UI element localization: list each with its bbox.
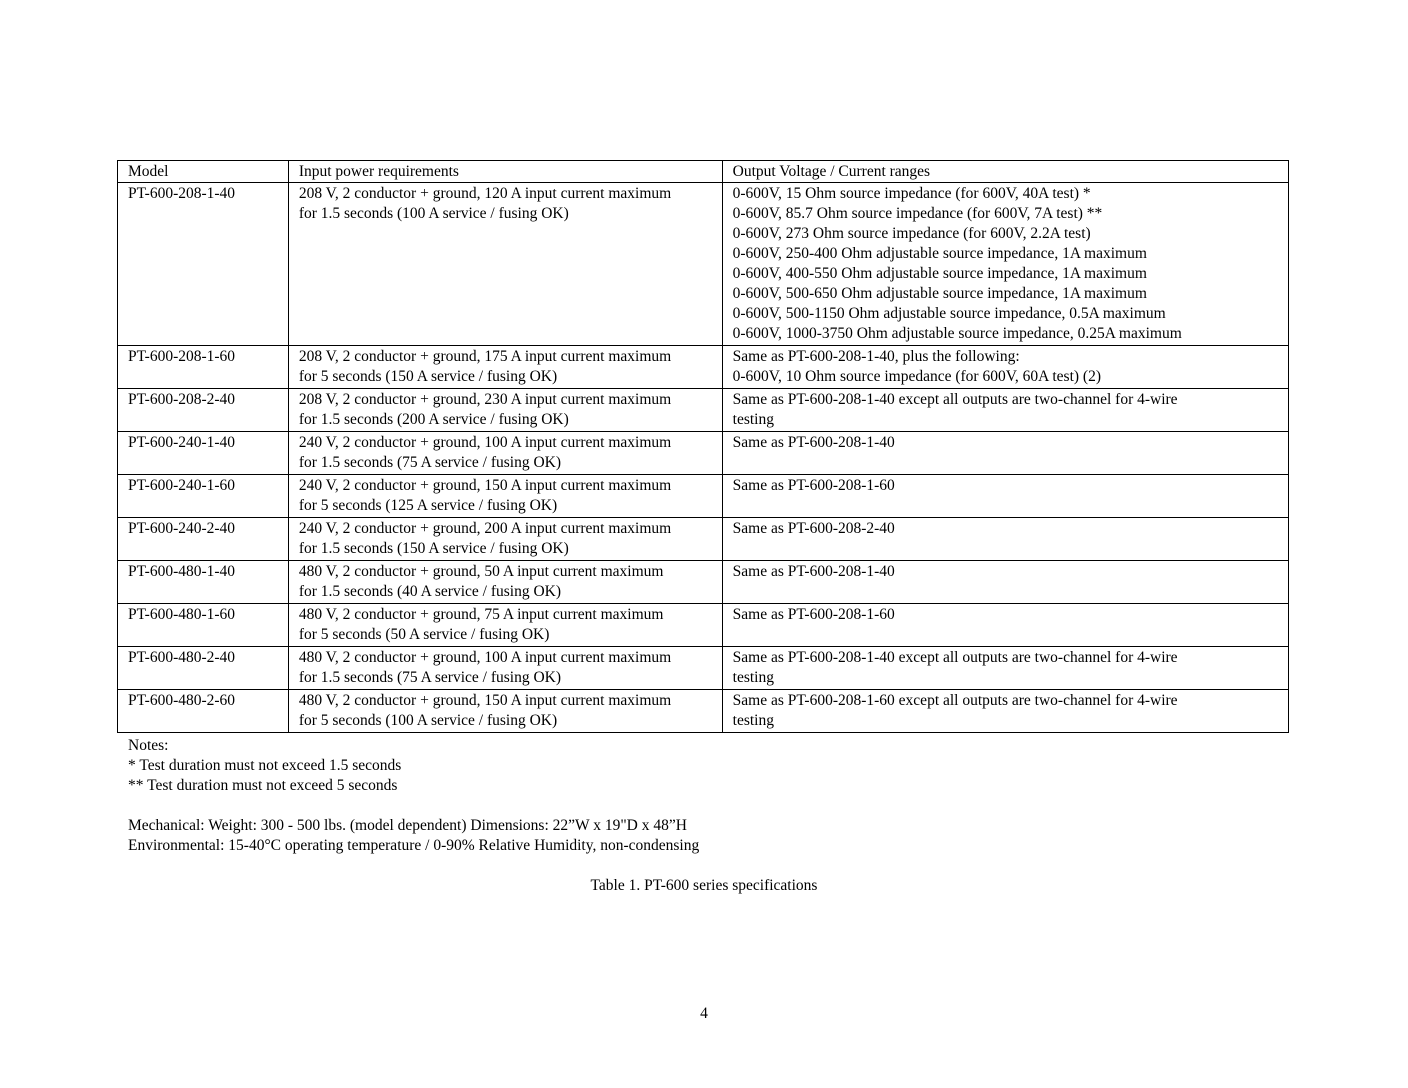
input-power-line: 240 V, 2 conductor + ground, 100 A input current maximum xyxy=(298,434,672,451)
table-row xyxy=(118,346,1289,389)
model-cell xyxy=(118,604,289,647)
output-range-cell xyxy=(722,475,1288,518)
output-range-line: Same as PT-600-208-1-40 xyxy=(732,563,895,580)
header-output-ranges: Output Voltage / Current ranges xyxy=(722,161,1288,183)
table-row xyxy=(118,475,1289,518)
output-range-cell xyxy=(722,346,1288,389)
input-power-line: for 5 seconds (150 A service / fusing OK) xyxy=(298,368,558,385)
model-name: PT-600-480-2-40 xyxy=(128,649,236,666)
output-range-cell xyxy=(722,389,1288,432)
output-range-line: Same as PT-600-208-1-40 xyxy=(732,434,895,451)
model-name: PT-600-480-2-60 xyxy=(128,692,236,709)
model-cell xyxy=(118,561,289,604)
output-range-cell xyxy=(722,432,1288,475)
input-power-line: for 1.5 seconds (75 A service / fusing OK) xyxy=(298,454,561,471)
model-name: PT-600-240-1-40 xyxy=(128,434,236,451)
input-power-line: 480 V, 2 conductor + ground, 50 A input current maximum xyxy=(298,563,664,580)
output-range-line: Same as PT-600-208-1-40 except all outputs are two-channel for 4-wire xyxy=(732,649,1178,666)
table-row xyxy=(118,690,1289,733)
notes-heading: Notes: xyxy=(128,737,169,754)
model-name: PT-600-240-2-40 xyxy=(128,520,236,537)
table-row xyxy=(118,604,1289,647)
output-range-cell xyxy=(722,518,1288,561)
input-power-line: 480 V, 2 conductor + ground, 100 A input current maximum xyxy=(298,649,672,666)
header-model: Model xyxy=(118,161,289,183)
input-power-cell xyxy=(288,647,722,690)
output-range-line: 0-600V, 500-650 Ohm adjustable source impedance, 1A maximum xyxy=(732,285,1147,302)
model-cell xyxy=(118,690,289,733)
mechanical-spec: Mechanical: Weight: 300 - 500 lbs. (model dependent) Dimensions: 22”W x 19"D x 48”H xyxy=(128,817,687,834)
output-range-cell xyxy=(722,183,1288,346)
input-power-cell xyxy=(288,690,722,733)
input-power-line: for 5 seconds (100 A service / fusing OK) xyxy=(298,712,558,729)
table-row xyxy=(118,518,1289,561)
model-name: PT-600-480-1-60 xyxy=(128,606,236,623)
output-range-line: Same as PT-600-208-1-60 except all outputs are two-channel for 4-wire xyxy=(732,692,1178,709)
input-power-line: 208 V, 2 conductor + ground, 175 A input current maximum xyxy=(298,348,672,365)
input-power-cell xyxy=(288,604,722,647)
table-row xyxy=(118,647,1289,690)
output-range-line: Same as PT-600-208-1-60 xyxy=(732,477,895,494)
input-power-line: for 1.5 seconds (150 A service / fusing OK) xyxy=(298,540,569,557)
output-range-cell xyxy=(722,561,1288,604)
output-range-cell xyxy=(722,690,1288,733)
output-range-line: 0-600V, 85.7 Ohm source impedance (for 600V, 7A test) ** xyxy=(732,205,1103,222)
specifications-table xyxy=(117,160,1289,733)
output-range-cell xyxy=(722,604,1288,647)
input-power-cell xyxy=(288,475,722,518)
model-cell xyxy=(118,475,289,518)
input-power-line: 240 V, 2 conductor + ground, 200 A input current maximum xyxy=(298,520,672,537)
model-cell xyxy=(118,432,289,475)
table-row xyxy=(118,561,1289,604)
output-range-line: Same as PT-600-208-2-40 xyxy=(732,520,895,537)
input-power-line: 240 V, 2 conductor + ground, 150 A input current maximum xyxy=(298,477,672,494)
output-range-line: 0-600V, 15 Ohm source impedance (for 600V, 40A test) * xyxy=(732,185,1091,202)
output-range-line: 0-600V, 1000-3750 Ohm adjustable source impedance, 0.25A maximum xyxy=(732,325,1182,342)
model-cell xyxy=(118,346,289,389)
note-item: * Test duration must not exceed 1.5 seconds xyxy=(128,757,402,774)
model-name: PT-600-208-1-60 xyxy=(128,348,236,365)
output-range-line: Same as PT-600-208-1-40, plus the following: xyxy=(732,348,1020,365)
table-body xyxy=(118,183,1289,733)
output-range-line: testing xyxy=(732,712,774,729)
input-power-cell xyxy=(288,561,722,604)
input-power-line: 208 V, 2 conductor + ground, 230 A input current maximum xyxy=(298,391,672,408)
table-header-row xyxy=(118,161,1289,183)
model-cell xyxy=(118,389,289,432)
model-cell xyxy=(118,183,289,346)
page-number: 4 xyxy=(700,1005,708,1022)
input-power-line: 480 V, 2 conductor + ground, 150 A input current maximum xyxy=(298,692,672,709)
model-name: PT-600-208-1-40 xyxy=(128,185,236,202)
output-range-line: testing xyxy=(732,411,774,428)
output-range-line: Same as PT-600-208-1-40 except all outputs are two-channel for 4-wire xyxy=(732,391,1178,408)
input-power-line: 208 V, 2 conductor + ground, 120 A input current maximum xyxy=(298,185,672,202)
input-power-line: 480 V, 2 conductor + ground, 75 A input current maximum xyxy=(298,606,664,623)
input-power-line: for 1.5 seconds (100 A service / fusing OK) xyxy=(298,205,569,222)
input-power-line: for 5 seconds (50 A service / fusing OK) xyxy=(298,626,550,643)
input-power-cell xyxy=(288,346,722,389)
output-range-line: testing xyxy=(732,669,774,686)
input-power-cell xyxy=(288,183,722,346)
output-range-line: 0-600V, 500-1150 Ohm adjustable source impedance, 0.5A maximum xyxy=(732,305,1166,322)
input-power-line: for 1.5 seconds (40 A service / fusing OK) xyxy=(298,583,561,600)
input-power-cell xyxy=(288,518,722,561)
model-name: PT-600-240-1-60 xyxy=(128,477,236,494)
output-range-cell xyxy=(722,647,1288,690)
output-range-line: 0-600V, 10 Ohm source impedance (for 600V, 60A test) (2) xyxy=(732,368,1101,385)
table-caption: Table 1. PT-600 series specifications xyxy=(590,877,818,894)
table-row xyxy=(118,432,1289,475)
header-input-power: Input power requirements xyxy=(288,161,722,183)
model-name: PT-600-208-2-40 xyxy=(128,391,236,408)
model-cell xyxy=(118,647,289,690)
input-power-line: for 5 seconds (125 A service / fusing OK) xyxy=(298,497,558,514)
output-range-line: 0-600V, 273 Ohm source impedance (for 600V, 2.2A test) xyxy=(732,225,1091,242)
table-row xyxy=(118,389,1289,432)
note-item: ** Test duration must not exceed 5 seconds xyxy=(128,777,398,794)
output-range-line: Same as PT-600-208-1-60 xyxy=(732,606,895,623)
input-power-cell xyxy=(288,432,722,475)
notes-section xyxy=(128,736,699,856)
input-power-line: for 1.5 seconds (75 A service / fusing OK) xyxy=(298,669,561,686)
input-power-cell xyxy=(288,389,722,432)
input-power-line: for 1.5 seconds (200 A service / fusing OK) xyxy=(298,411,569,428)
model-cell xyxy=(118,518,289,561)
output-range-line: 0-600V, 400-550 Ohm adjustable source impedance, 1A maximum xyxy=(732,265,1147,282)
output-range-line: 0-600V, 250-400 Ohm adjustable source impedance, 1A maximum xyxy=(732,245,1147,262)
model-name: PT-600-480-1-40 xyxy=(128,563,236,580)
table-row xyxy=(118,183,1289,346)
environmental-spec: Environmental: 15-40°C operating temperature / 0-90% Relative Humidity, non-condensing xyxy=(128,837,700,854)
